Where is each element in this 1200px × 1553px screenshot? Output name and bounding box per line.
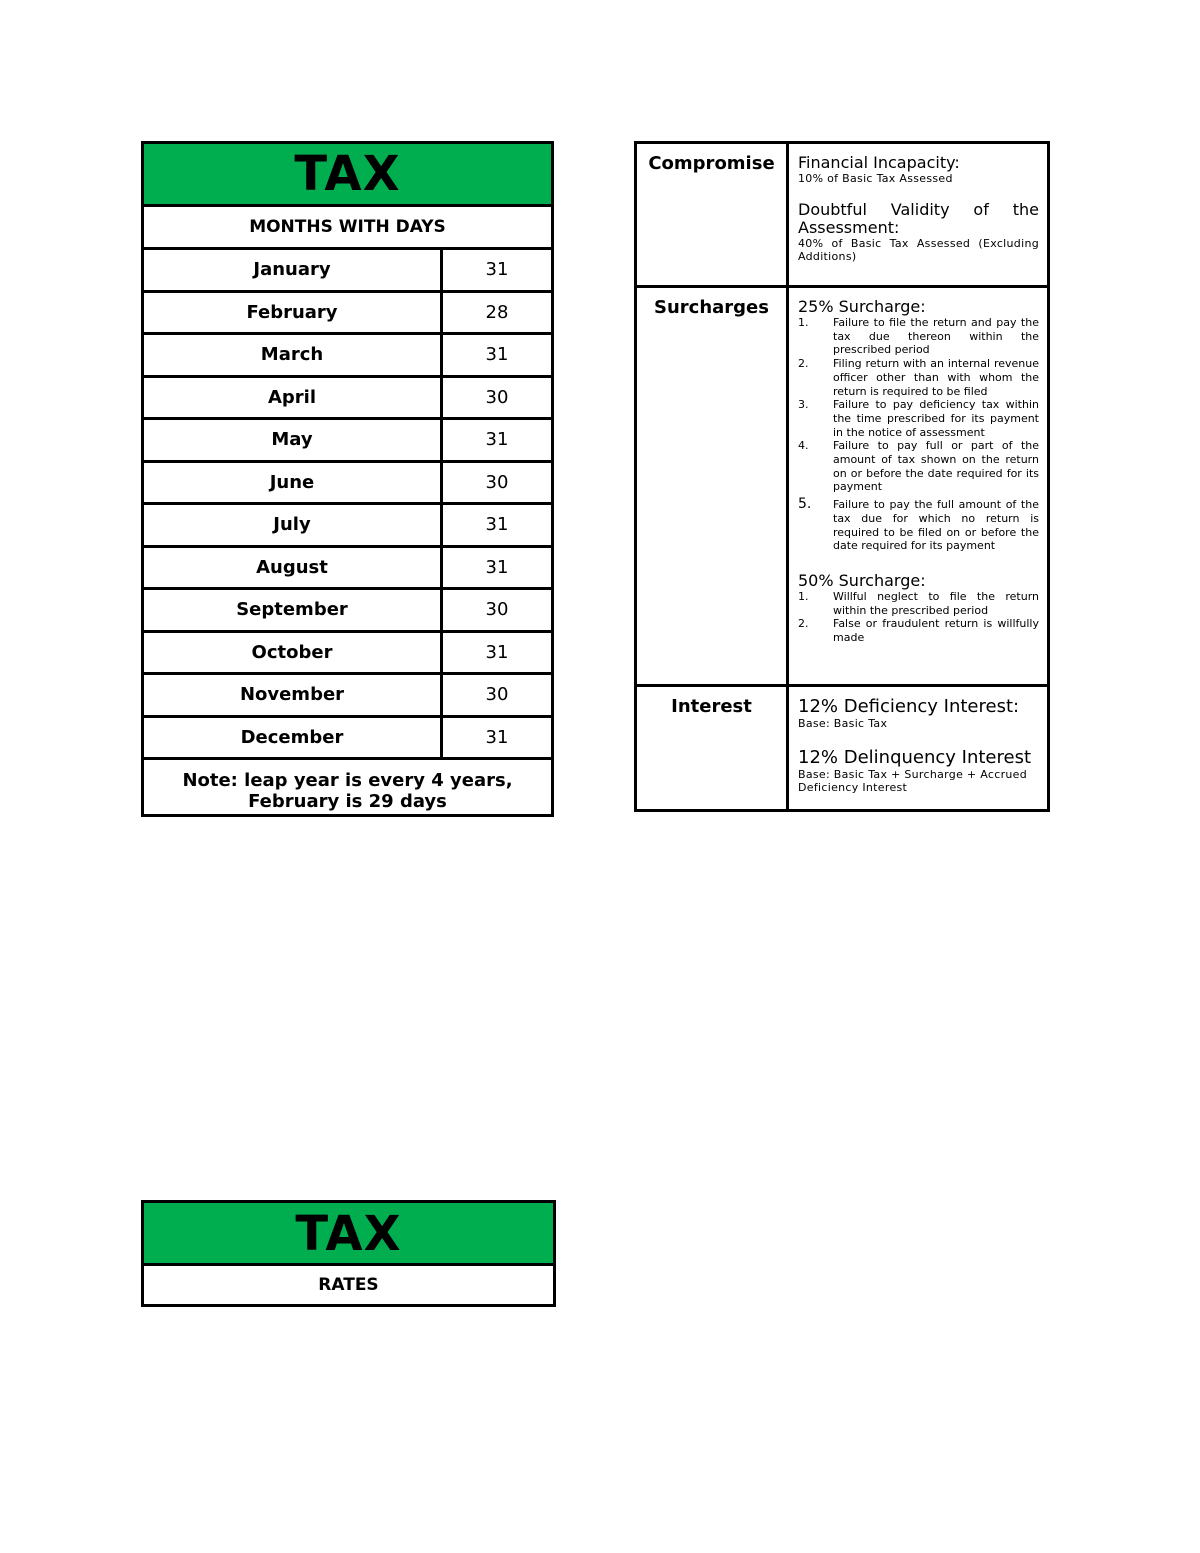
month-days: 30 <box>485 599 509 620</box>
month-row <box>144 675 551 718</box>
delinquency-interest-title: 12% Delinquency Interest <box>798 747 1032 768</box>
month-row <box>144 633 551 676</box>
month-name: September <box>144 590 443 630</box>
month-row <box>144 250 551 293</box>
note-line-1: Note: leap year is every 4 years, <box>182 770 513 791</box>
month-name: August <box>144 548 443 588</box>
surcharge-item <box>798 439 1039 494</box>
month-days: 31 <box>485 429 509 450</box>
surcharge-item-text: Failure to file the return and pay the tax due thereon within the prescribed period <box>833 316 1039 357</box>
compromise-item2-title: Doubtful Validity of the Assessment: <box>798 200 1039 237</box>
months-card <box>141 141 554 817</box>
surcharges-body <box>789 288 1047 684</box>
month-row <box>144 293 551 336</box>
surcharge-item <box>798 617 1039 644</box>
rates-header-title: TAX <box>144 1203 553 1266</box>
surcharge-item-text: Filing return with an internal revenue officer other than with whom the return is required to be filed <box>833 357 1039 398</box>
surcharge-item-text: False or fraudulent return is willfully made <box>833 617 1039 645</box>
surcharges-label: Surcharges <box>637 288 789 684</box>
month-days: 31 <box>485 556 509 578</box>
delinquency-interest-detail: Base: Basic Tax + Surcharge + Accrued Deficiency Interest <box>798 768 1028 794</box>
month-row <box>144 420 551 463</box>
month-days: 28 <box>485 301 509 323</box>
month-row <box>144 378 551 421</box>
surcharge-item <box>798 357 1039 398</box>
month-days: 30 <box>485 684 509 705</box>
surcharge-item-number: 2. <box>798 357 809 371</box>
month-row <box>144 335 551 378</box>
month-row <box>144 463 551 506</box>
leap-year-note <box>144 760 551 812</box>
month-row <box>144 590 551 633</box>
surcharge-item-number: 3. <box>798 398 809 412</box>
surcharge-item-number: 1. <box>798 589 809 603</box>
month-name: December <box>144 718 443 758</box>
month-days: 31 <box>485 344 509 365</box>
month-name: May <box>144 420 443 460</box>
month-row <box>144 548 551 591</box>
month-name: January <box>144 250 443 290</box>
deficiency-interest-title: 12% Deficiency Interest: <box>798 696 1020 717</box>
month-name: October <box>144 633 443 673</box>
interest-label: Interest <box>637 687 789 809</box>
surcharge-item <box>798 398 1039 439</box>
compromise-item1-detail: 10% of Basic Tax Assessed <box>798 172 953 185</box>
surcharge-item-number: 2. <box>798 617 809 631</box>
deficiency-interest-detail: Base: Basic Tax <box>798 717 888 730</box>
month-name: April <box>144 378 443 418</box>
surcharge-item <box>798 498 1039 553</box>
month-days: 31 <box>485 514 509 535</box>
month-days: 30 <box>485 386 509 408</box>
rates-detail-card <box>634 141 1050 812</box>
surcharge-item-text: Failure to pay deficiency tax within the time prescribed for its payment in the notice of assessment <box>833 398 1039 439</box>
month-name: July <box>144 505 443 545</box>
surcharge-25-title: 25% Surcharge: <box>798 297 926 316</box>
month-name: June <box>144 463 443 503</box>
month-list <box>144 250 551 760</box>
surcharge-item-number: 1. <box>798 316 809 329</box>
month-days: 30 <box>485 471 509 493</box>
month-name: November <box>144 675 443 715</box>
surcharge-item-text: Failure to pay full or part of the amount of tax shown on the return on or before the date required for its payment <box>833 439 1039 494</box>
surcharge-item <box>798 590 1039 617</box>
month-name: February <box>144 293 443 333</box>
months-card-title: TAX <box>144 144 551 207</box>
month-days: 31 <box>485 641 509 663</box>
month-row <box>144 505 551 548</box>
surcharge-item <box>798 316 1039 357</box>
compromise-body <box>789 144 1047 285</box>
note-line-2: February is 29 days <box>248 791 447 812</box>
rates-header-card <box>141 1200 556 1307</box>
surcharge-item-number: 4. <box>798 439 809 453</box>
month-days: 31 <box>485 259 509 280</box>
compromise-label: Compromise <box>637 144 789 285</box>
month-days: 31 <box>485 726 509 748</box>
months-card-subtitle: MONTHS WITH DAYS <box>144 207 551 250</box>
surcharge-item-text: Willful neglect to file the return within the prescribed period <box>833 589 1039 617</box>
interest-body <box>789 687 1047 809</box>
rates-header-subtitle: RATES <box>318 1275 379 1295</box>
compromise-item1-title: Financial Incapacity: <box>798 153 960 172</box>
month-row <box>144 718 551 761</box>
month-name: March <box>144 335 443 375</box>
interest-row <box>637 687 1047 809</box>
surcharge-item-number: 5. <box>798 496 812 513</box>
compromise-row <box>637 144 1047 288</box>
surcharge-item-text: Failure to pay the full amount of the tax due for which no return is required to be filed on or before the date required for its payment <box>833 498 1039 553</box>
surcharges-row <box>637 288 1047 687</box>
surcharge-50-list <box>798 590 1039 645</box>
compromise-item2-detail: 40% of Basic Tax Assessed (Excluding Additions) <box>798 237 1039 263</box>
surcharge-25-list <box>798 316 1039 553</box>
surcharge-50-title: 50% Surcharge: <box>798 570 926 590</box>
